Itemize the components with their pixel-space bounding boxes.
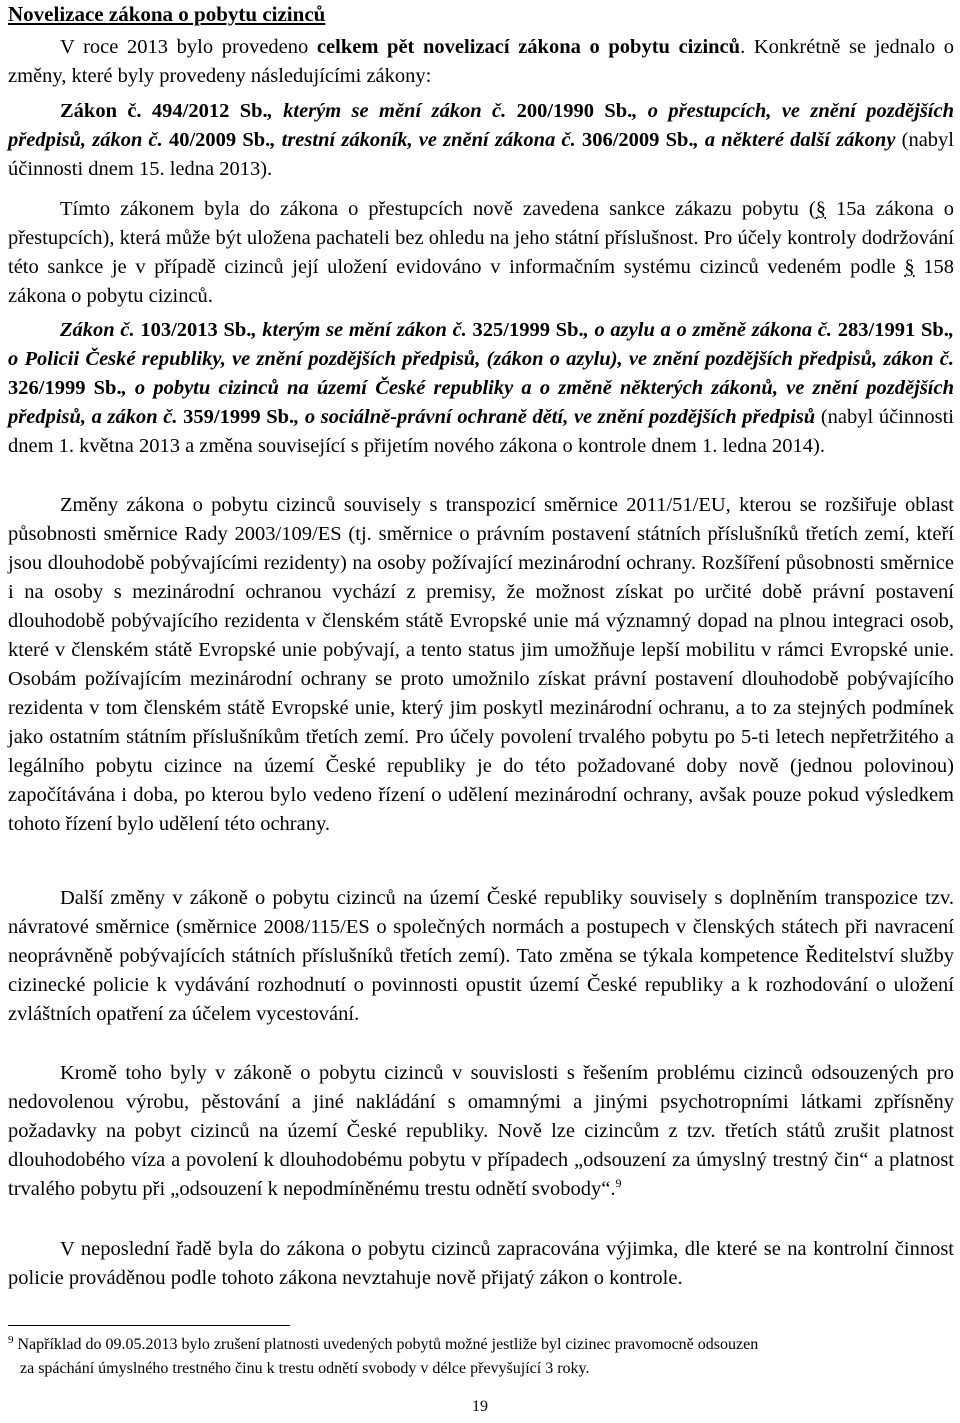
law-number: 103/2013 Sb. [140,319,252,341]
paragraph-intro [8,33,954,91]
paragraph-stricter-requirements [8,1059,954,1204]
law-number: 306/2009 Sb. [581,129,694,151]
paragraph-law-103-2013 [8,316,954,461]
footnote-text: Například do 09.05.2013 bylo zrušení platnosti uvedených pobytů možné jestliže byl cizinec pravomocně odsouzen [17,1336,759,1353]
footnote-number: 9 [8,1334,14,1346]
effective-date: (nabyl účinnosti dnem 1. května 2013 a změna související s přijetím nového zákona o kontrole dnem 1. ledna 2014). [8,406,954,457]
page-number: 19 [472,1398,488,1415]
section-symbol: § [904,256,915,278]
section-heading: Novelizace zákona o pobytu cizinců [8,2,326,26]
paragraph-sanction [8,195,954,311]
law-title: , kterým se mění zákon č. [251,319,473,341]
text-run: 15a zákona o přestupcích), která může být uložena pachateli bez ohledu na jeho státní příslušnost. Pro účely kontroly dodržování této sankce je v případě cizinců její uložení evidováno v informačním systému cizinců vedeném podle [8,198,954,278]
text-run: Tímto zákonem byla do zákona o přestupcích nově zavedena sankce zákazu pobytu ( [60,198,816,220]
section-symbol: § [815,198,826,220]
law-title: , o přestupcích, ve znění pozdějších předpisů, zákon č. [8,100,954,151]
law-number: Zákon č. 494/2012 Sb. [60,100,268,122]
law-title: , o azylu a o změně zákona č. [583,319,838,341]
law-title: , trestní zákoník, ve znění zákona č. [270,129,582,151]
law-number: 40/2009 Sb. [168,129,271,151]
law-title: , o sociálně-právní ochraně dětí, ve znění pozdějších předpisů [294,406,816,428]
law-number: 325/1999 Sb. [472,319,584,341]
law-title: , kterým se mění zákon č. [267,100,517,122]
text-run: . Konkrétně se jednalo o změny, které byly provedeny následujícími zákony: [8,36,954,87]
footnote-line: za spáchání úmyslného trestného činu k trestu odnětí svobody v délce převyšující 3 roky. [20,1360,590,1377]
paragraph-return-directive: Další změny v zákoně o pobytu cizinců na území České republiky souvisely s doplněním transpozice tzv. návratové směrnice (směrnice 2008/115/ES o společných normách a postupech v členských státech při navracení neoprávněně pobývajících státních příslušníků třetích zemí). Tato změna se týkala kompetence Ředitelství služby cizinecké policie k vydávání rozhodnutí o povinnosti opustit území České republiky a k rozhodování o uložení zvláštních opatření za účelem vycestování. [8,887,954,1025]
law-number: 359/1999 Sb. [183,406,295,428]
text-run: 158 zákona o pobytu cizinců. [8,256,955,307]
paragraph-exception: V neposlední řadě byla do zákona o pobytu cizinců zapracována výjimka, dle které se na kontrolní činnost policie prováděnou podle tohoto zákona nevztahuje nově přijatý zákon o kontrole. [8,1238,954,1289]
footnote-separator [8,1325,290,1326]
law-title: , o pobytu cizinců na území České republiky a o změně některých zákonů, ve znění pozdějších předpisů, a zákon č. [8,377,955,428]
law-number: 200/1990 Sb. [516,100,633,122]
bold-run: celkem pět novelizací zákona o pobytu cizinců [316,36,741,58]
effective-date: (nabyl účinnosti dnem 15. ledna 2013). [8,129,954,180]
law-number: 283/1991 Sb. [837,319,949,341]
footnote-reference[interactable]: 9 [615,1176,622,1191]
footnote [8,1328,954,1381]
paragraph-law-494-2012 [8,97,954,184]
text-run: V roce 2013 bylo provedeno [60,36,317,58]
footnote-line [8,1328,954,1357]
law-title: Zákon č. [60,319,141,341]
law-title: , o Policii České republiky, ve znění pozdějších předpisů, (zákon o azylu), ve znění pozdějších předpisů, zákon č. [8,319,954,370]
law-number: 326/1999 Sb. [8,377,122,399]
paragraph-directive-2011-51: Změny zákona o pobytu cizinců souvisely s transpozicí směrnice 2011/51/EU, kterou se rozšiřuje oblast působnosti směrnice Rady 2003/109/ES (tj. směrnice o právním postavení státních příslušníků třetích zemí, kteří jsou dlouhodobě pobývajícími rezidenty) na osoby požívající mezinárodní ochrany. Rozšíření působnosti směrnice i na osoby s mezinárodní ochranou vychází z premisy, že možnost získat po určité době právní postavení dlouhodobě pobývajícího rezidenta v členském státě Evropské unie má významný dopad na plnou integraci osob, které v členském státě Evropské unie pobývají, a tento status jim umožňuje lepší mobilitu v rámci Evropské unie. Osobám požívajícím mezinárodní ochrany se proto umožnilo získat právní postavení dlouhodobě pobývajícího rezidenta v tom členském státě Evropské unie, který jim poskytl mezinárodní ochranu, a to za stejných podmínek jako ostatním státním příslušníkům třetích zemí. Pro účely povolení trvalého pobytu po 5-ti letech nepřetržitého a legálního pobytu cizince na území České republiky je do této požadované doby nově (jednou polovinou) započítávána i doba, po kterou bylo vedeno řízení o udělení mezinárodní ochrany, avšak pouze pokud výsledkem tohoto řízení bylo udělení této ochrany. [8,494,954,835]
text-run: Kromě toho byly v zákoně o pobytu cizinců v souvislosti s řešením problému cizinců odsouzených pro nedovolenou výrobu, pěstování a jiné nakládání s omamnými a jinými psychotropními látkami zpřísněny požadavky na pobyt cizinců na území České republiky. Nově lze cizincům z tzv. třetích států zrušit platnost dlouhodobého víza a povolení k dlouhodobému pobytu v případech „odsouzení za úmyslný trestný čin“ a platnost trvalého pobytu při „odsouzení k nepodmíněnému trestu odnětí svobody“. [8,1062,954,1200]
law-title: , a některé další zákony [693,129,896,151]
